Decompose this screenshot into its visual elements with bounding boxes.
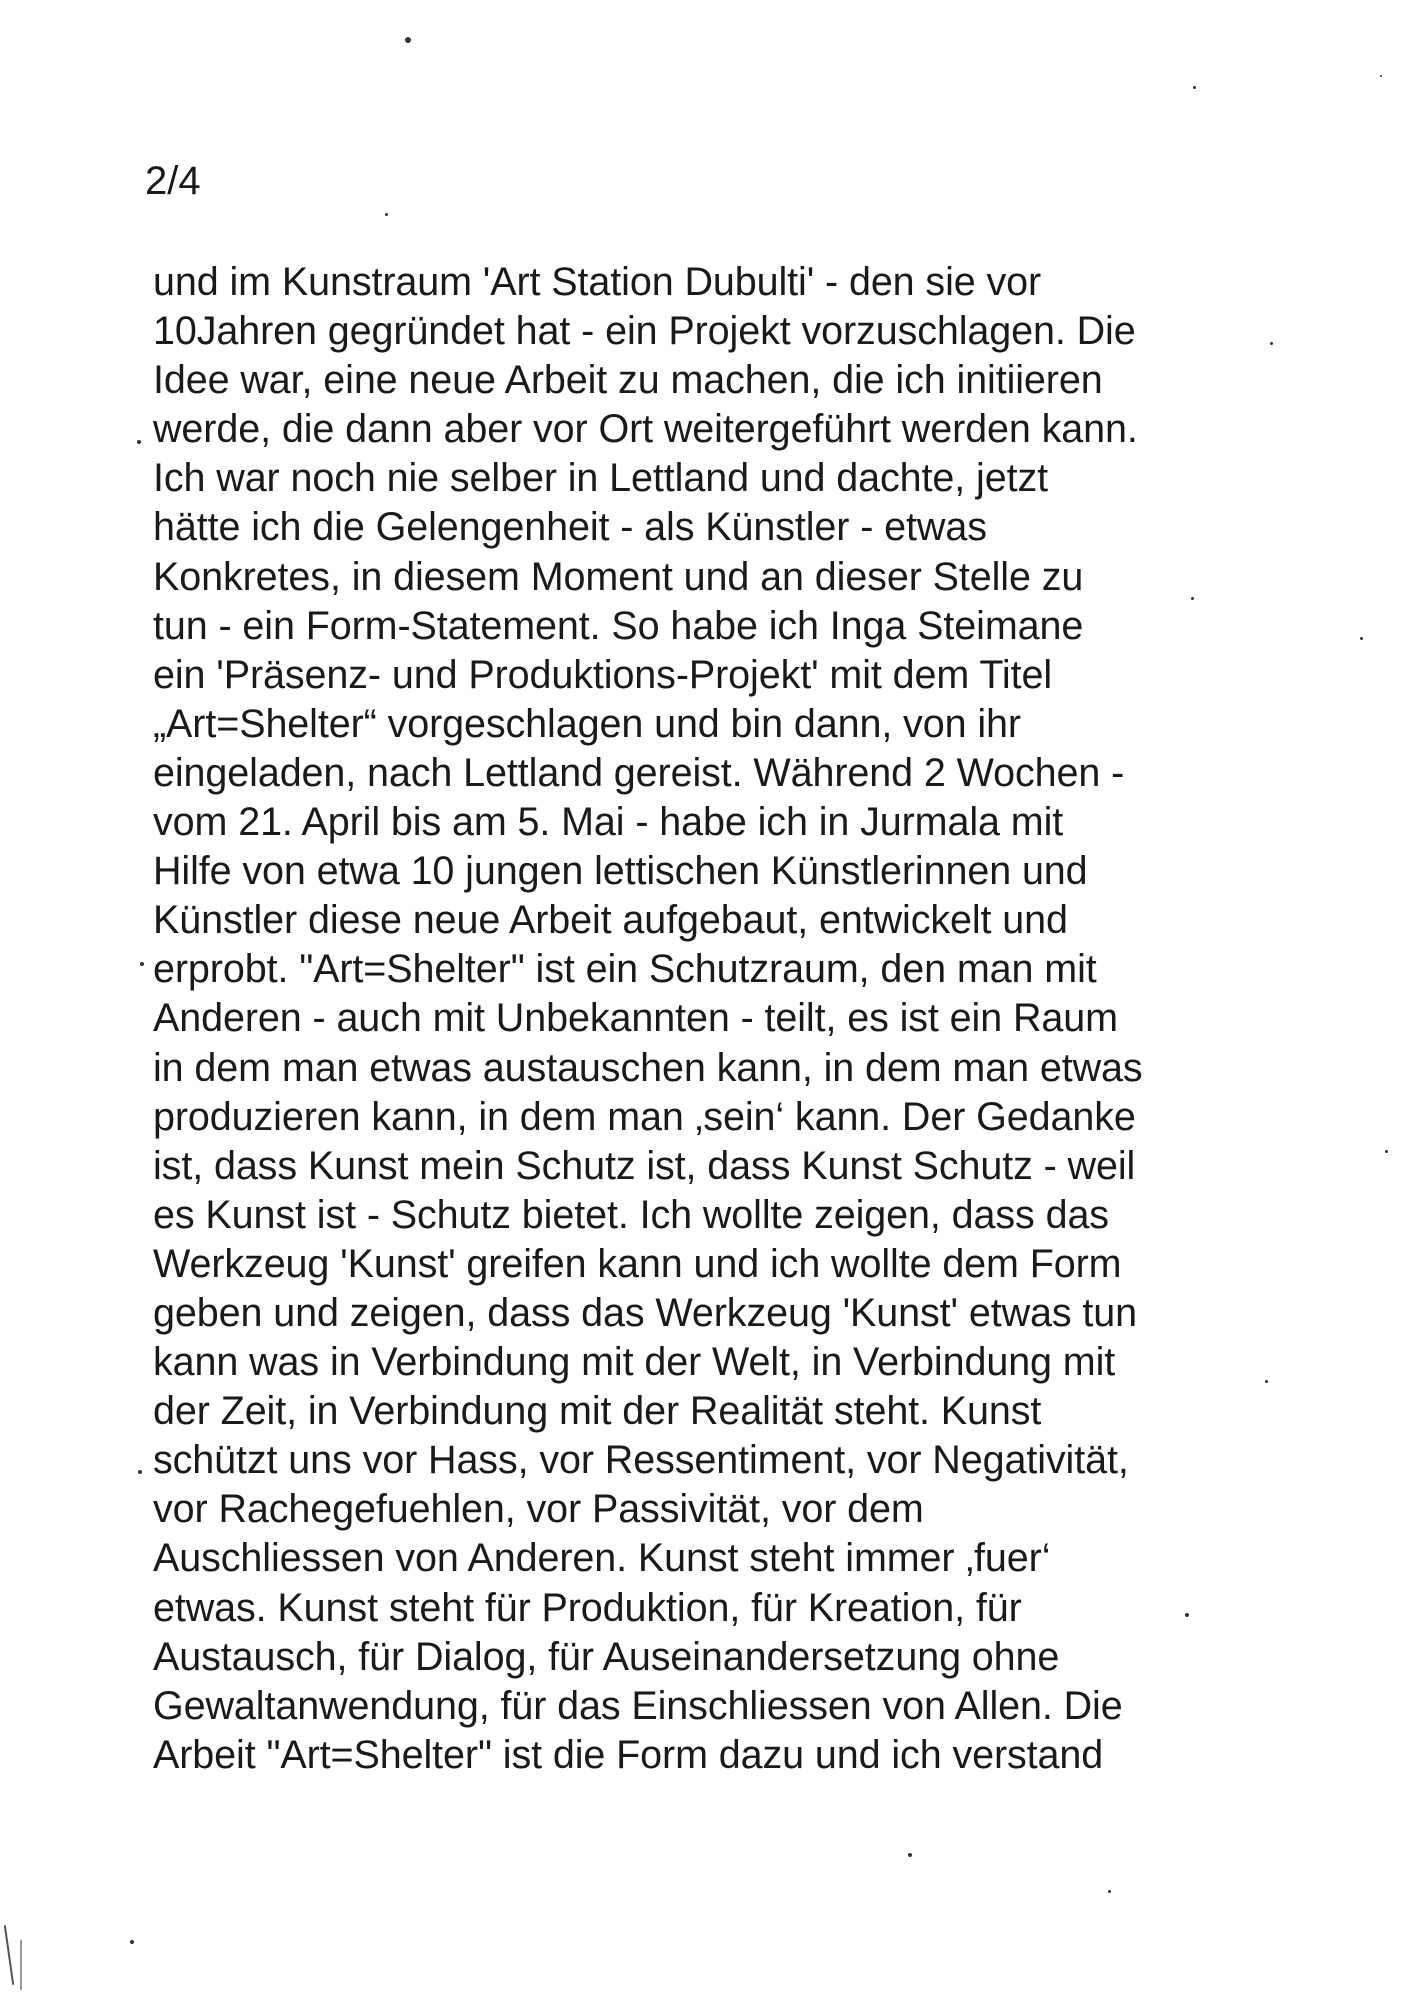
scan-speck xyxy=(1380,75,1382,77)
page-number: 2/4 xyxy=(145,159,201,203)
text-line: und im Kunstraum 'Art Station Dubulti' - den sie vor xyxy=(153,260,1042,304)
text-line: vom 21. April bis am 5. Mai - habe ich in Jurmala mit xyxy=(153,800,1064,845)
text-line: Austausch, für Dialog, für Auseinandersetzung ohne xyxy=(153,1634,1060,1679)
scan-speck xyxy=(130,1940,134,1944)
scan-speck xyxy=(1265,1380,1268,1383)
text-line: erprobt. "Art=Shelter" ist ein Schutzraum, den man mit xyxy=(153,947,1097,992)
scan-speck xyxy=(1270,342,1273,345)
text-line: 10Jahren gegründet hat - ein Projekt vorzuschlagen. Die xyxy=(153,309,1136,354)
text-line: Ich war noch nie selber in Lettland und dachte, jetzt xyxy=(153,456,1048,501)
text-line: der Zeit, in Verbindung mit der Realität steht. Kunst xyxy=(153,1389,1042,1434)
text-line: etwas. Kunst steht für Produktion, für Kreation, für xyxy=(153,1585,1022,1630)
text-line: Idee war, eine neue Arbeit zu machen, die ich initiieren xyxy=(153,358,1103,403)
scan-speck xyxy=(140,962,144,966)
scan-speck xyxy=(908,1853,912,1857)
text-line: geben und zeigen, dass das Werkzeug 'Kunst' etwas tun xyxy=(153,1290,1138,1335)
scan-speck xyxy=(138,1470,142,1474)
text-line: schützt uns vor Hass, vor Ressentiment, vor Negativität, xyxy=(153,1438,1129,1483)
scan-edge-mark xyxy=(4,1925,14,1985)
text-line: tun - ein Form-Statement. So habe ich Inga Steimane xyxy=(153,603,1084,648)
text-line: Künstler diese neue Arbeit aufgebaut, entwickelt und xyxy=(153,898,1068,943)
scan-speck xyxy=(1108,1890,1111,1893)
text-line: in dem man etwas austauschen kann, in dem man etwas xyxy=(153,1045,1143,1090)
text-line: Werkzeug 'Kunst' greifen kann und ich wollte dem Form xyxy=(153,1241,1122,1286)
scan-speck xyxy=(1193,86,1196,89)
text-line: vor Rachegefuehlen, vor Passivität, vor dem xyxy=(153,1487,924,1532)
text-line: Auschliessen von Anderen. Kunst steht immer ‚fuer‘ xyxy=(153,1536,1051,1581)
text-line: Arbeit "Art=Shelter" ist die Form dazu und ich verstand xyxy=(153,1732,1104,1777)
scan-speck xyxy=(1360,637,1363,640)
text-line: „Art=Shelter“ vorgeschlagen und bin dann, von ihr xyxy=(153,701,1021,746)
body-text xyxy=(153,258,1273,1780)
text-line: Anderen - auch mit Unbekannten - teilt, es ist ein Raum xyxy=(153,996,1118,1041)
text-line: ein 'Präsenz- und Produktions-Projekt' mit dem Titel xyxy=(153,652,1053,697)
scan-speck xyxy=(1191,597,1194,600)
text-line: eingeladen, nach Lettland gereist. Während 2 Wochen - xyxy=(153,750,1125,795)
scan-speck xyxy=(137,440,141,444)
text-line: kann was in Verbindung mit der Welt, in Verbindung mit xyxy=(153,1340,1116,1385)
text-line: hätte ich die Gelengenheit - als Künstler - etwas xyxy=(153,505,987,550)
scan-speck xyxy=(385,213,388,216)
text-line: es Kunst ist - Schutz bietet. Ich wollte zeigen, dass das xyxy=(153,1192,1109,1237)
text-line: Gewaltanwendung, für das Einschliessen von Allen. Die xyxy=(153,1683,1123,1728)
text-line: produzieren kann, in dem man ‚sein‘ kann. Der Gedanke xyxy=(153,1094,1136,1139)
scan-speck xyxy=(1385,1150,1388,1153)
text-line: Hilfe von etwa 10 jungen lettischen Künstlerinnen und xyxy=(153,849,1088,894)
text-line: Konkretes, in diesem Moment und an dieser Stelle zu xyxy=(153,554,1084,599)
text-line: ist, dass Kunst mein Schutz ist, dass Kunst Schutz - weil xyxy=(153,1143,1136,1188)
scan-edge-mark xyxy=(20,1940,22,1990)
text-line: werde, die dann aber vor Ort weitergeführt werden kann. xyxy=(153,407,1138,452)
scan-speck xyxy=(1185,1613,1189,1617)
scan-speck xyxy=(405,37,411,43)
